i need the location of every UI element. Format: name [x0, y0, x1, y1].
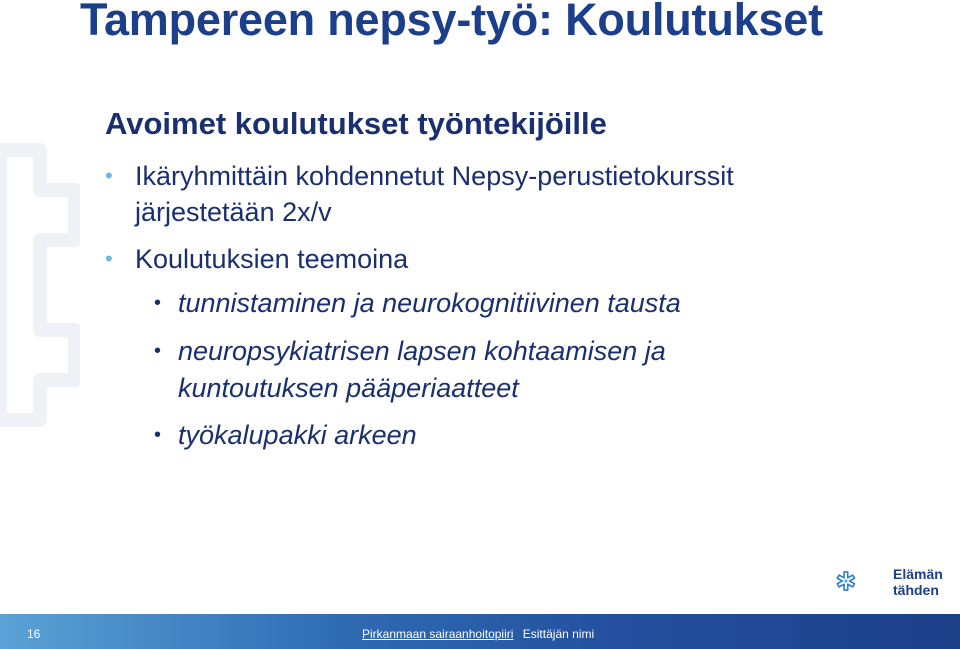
page-number: 16	[27, 627, 41, 641]
bullet-item	[135, 241, 408, 277]
sub-bullet-text: tunnistaminen ja neurokognitiivinen tausta	[178, 288, 681, 318]
logo-line-2: tähden	[893, 582, 939, 598]
logo-line-1: Elämän	[893, 566, 943, 582]
sub-bullet-text: kuntoutuksen pääperiaatteet	[178, 373, 519, 403]
logo-text	[893, 566, 943, 598]
footer-bar	[0, 614, 960, 649]
sub-bullet-item	[178, 333, 666, 407]
sub-bullet-item	[178, 285, 681, 322]
footer-text	[362, 627, 594, 641]
slide-subtitle: Avoimet koulutukset työntekijöille	[105, 106, 607, 141]
slide-title: Tampereen nepsy-työ: Koulutukset	[80, 0, 823, 45]
sub-bullet-item	[178, 417, 417, 454]
watermark-shape	[0, 130, 80, 440]
star-of-life-icon	[835, 558, 885, 604]
footer-organization: Pirkanmaan sairaanhoitopiiri	[362, 627, 514, 641]
footer-presenter: Esittäjän nimi	[522, 627, 595, 641]
bullet-text: järjestetään 2x/v	[135, 197, 332, 227]
sub-bullet-text: työkalupakki arkeen	[178, 420, 417, 450]
bullet-item	[135, 158, 734, 230]
bullet-text: Koulutuksien teemoina	[135, 244, 409, 274]
bullet-text: Ikäryhmittäin kohdennetut Nepsy-perustietokurssit	[135, 161, 734, 191]
sub-bullet-text: neuropsykiatrisen lapsen kohtaamisen ja	[178, 336, 666, 366]
